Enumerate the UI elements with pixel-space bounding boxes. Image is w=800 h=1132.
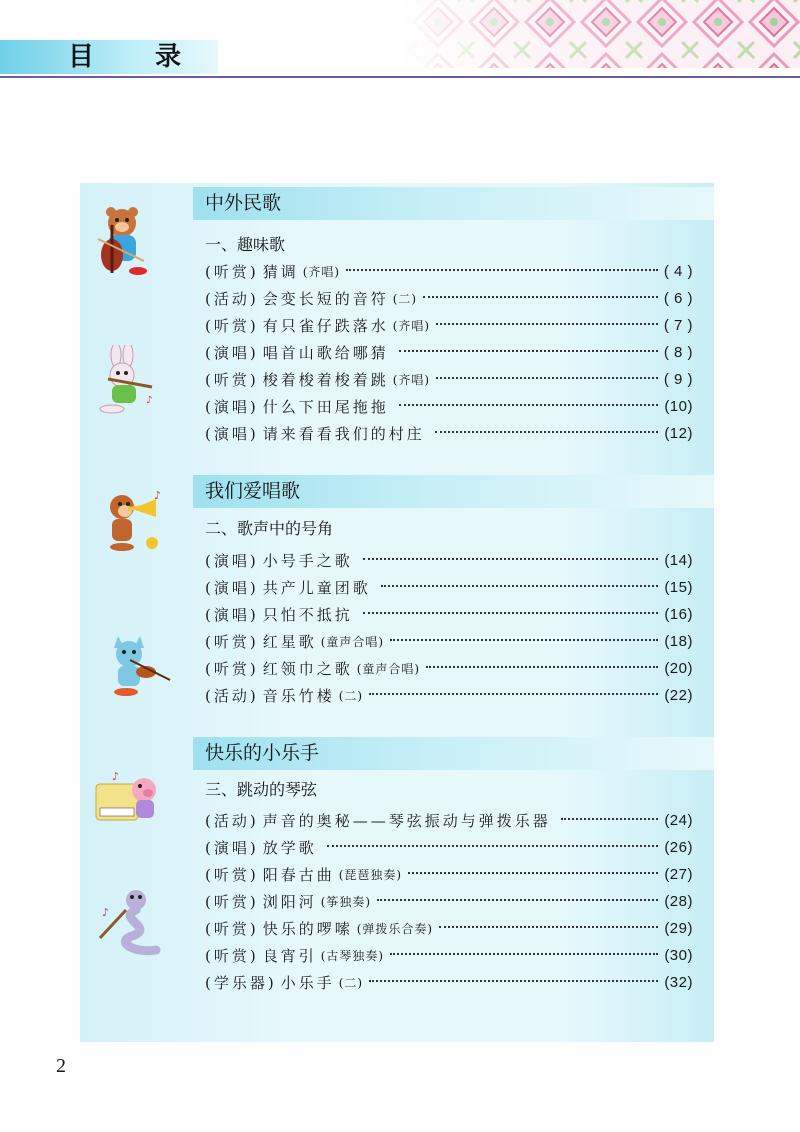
subsection-title-2: 二、歌声中的号角: [205, 519, 334, 538]
toc-entry[interactable]: [205, 286, 693, 310]
section-title-3: 快乐的小乐手: [205, 742, 320, 764]
entry-type: (听赏): [205, 262, 259, 281]
entry-type: (听赏): [205, 865, 259, 884]
toc-entry[interactable]: [205, 575, 693, 599]
entry-title: 共产儿童团歌: [262, 578, 371, 597]
dot-leader: [381, 585, 659, 587]
entry-page: ( 6 ): [663, 289, 693, 307]
entry-note: (琵琶独奏): [338, 867, 403, 882]
toc-entry[interactable]: [205, 548, 693, 572]
svg-text:♪: ♪: [154, 489, 162, 502]
dot-leader: [408, 872, 658, 874]
entry-type: (听赏): [205, 946, 259, 965]
entry-type: (演唱): [205, 424, 259, 443]
svg-text:♪: ♪: [102, 906, 110, 919]
entry-page: (14): [664, 551, 693, 569]
entry-page: (30): [664, 946, 693, 964]
entry-page: (16): [664, 605, 693, 623]
entry-type: (听赏): [205, 316, 259, 335]
entry-type: (听赏): [205, 919, 259, 938]
toc-entry[interactable]: [205, 889, 693, 913]
toc-entry[interactable]: [205, 313, 693, 337]
entry-page: ( 9 ): [663, 370, 693, 388]
entry-note: (二): [338, 688, 364, 703]
monkey-trumpet-icon: [98, 487, 170, 563]
entry-page: (32): [664, 973, 693, 991]
entry-note: (二): [392, 291, 418, 306]
entry-type: (演唱): [205, 578, 259, 597]
entry-type: (演唱): [205, 605, 259, 624]
toc-entry[interactable]: [205, 808, 693, 832]
dot-leader: [439, 926, 658, 928]
entry-note: (弹拨乐合奏): [356, 921, 434, 936]
dot-leader: [377, 899, 658, 901]
entry-type: (学乐器): [205, 973, 277, 992]
entry-type: (演唱): [205, 343, 259, 362]
entry-page: ( 7 ): [663, 316, 693, 334]
dot-leader: [369, 693, 658, 695]
toc-entry[interactable]: [205, 862, 693, 886]
dot-leader: [363, 558, 659, 560]
entry-page: (28): [664, 892, 693, 910]
entry-title: 梭着梭着梭着跳: [262, 370, 389, 389]
rabbit-flute-icon: [90, 345, 166, 421]
toc-entry[interactable]: [205, 421, 693, 445]
dot-leader: [369, 980, 658, 982]
entry-title: 阳春古曲: [262, 865, 335, 884]
dot-leader: [435, 431, 659, 433]
entry-title: 良宵引: [262, 946, 317, 965]
entry-note: (齐唱): [302, 264, 341, 279]
entry-title: 会变长短的音符: [262, 289, 389, 308]
entry-title: 红星歌: [262, 632, 317, 651]
entry-type: (听赏): [205, 892, 259, 911]
entry-note: (二): [338, 975, 364, 990]
entry-page: (22): [664, 686, 693, 704]
dot-leader: [426, 666, 658, 668]
entry-type: (演唱): [205, 551, 259, 570]
snake-flute-icon: [96, 888, 168, 964]
entry-page: ( 4 ): [663, 262, 693, 280]
bear-cello-icon: [92, 205, 154, 281]
dot-leader: [390, 639, 658, 641]
entry-page: (24): [664, 811, 693, 829]
toc-entry[interactable]: [205, 835, 693, 859]
entry-title: 请来看看我们的村庄: [262, 424, 425, 443]
dot-leader: [561, 818, 659, 820]
entry-title: 有只雀仔跌落水: [262, 316, 389, 335]
dot-leader: [436, 377, 658, 379]
header-divider: [0, 76, 800, 78]
entry-page: (26): [664, 838, 693, 856]
section-title-2: 我们爱唱歌: [205, 480, 301, 502]
toc-entry[interactable]: [205, 394, 693, 418]
toc-entry[interactable]: [205, 916, 693, 940]
entry-title: 音乐竹楼: [262, 686, 335, 705]
toc-entry[interactable]: [205, 340, 693, 364]
entry-page: (27): [664, 865, 693, 883]
page-title: 目 录: [68, 42, 208, 72]
toc-entry[interactable]: [205, 367, 693, 391]
svg-text:♪: ♪: [146, 395, 153, 406]
entry-title: 放学歌: [262, 838, 317, 857]
entry-title: 浏阳河: [262, 892, 317, 911]
entry-type: (演唱): [205, 838, 259, 857]
entry-page: ( 8 ): [663, 343, 693, 361]
entry-page: (15): [664, 578, 693, 596]
entry-title: 小乐手: [280, 973, 335, 992]
dot-leader: [363, 612, 659, 614]
entry-type: (听赏): [205, 370, 259, 389]
entry-title: 只怕不抵抗: [262, 605, 353, 624]
entry-title: 红领巾之歌: [262, 659, 353, 678]
section-title-1: 中外民歌: [205, 192, 282, 214]
entry-title: 快乐的啰嗦: [262, 919, 353, 938]
header-ethnic-pattern: [400, 0, 800, 68]
entry-note: (筝独奏): [320, 894, 372, 909]
entry-type: (听赏): [205, 659, 259, 678]
toc-entry[interactable]: [205, 656, 693, 680]
entry-title: 猜调: [262, 262, 299, 281]
entry-type: (听赏): [205, 632, 259, 651]
entry-title: 声音的奥秘——琴弦振动与弹拨乐器: [262, 811, 551, 830]
entry-note: (齐唱): [392, 372, 431, 387]
pig-piano-icon: [92, 768, 168, 832]
cat-violin-icon: [100, 630, 176, 706]
svg-text:♪: ♪: [112, 770, 120, 783]
page-number: 2: [56, 1055, 66, 1077]
entry-type: (演唱): [205, 397, 259, 416]
toc-entry[interactable]: [205, 943, 693, 967]
subsection-title-1: 一、趣味歌: [205, 235, 286, 254]
toc-entry[interactable]: [205, 683, 693, 707]
entry-title: 小号手之歌: [262, 551, 353, 570]
entry-note: (童声合唱): [356, 661, 421, 676]
toc-entry[interactable]: [205, 629, 693, 653]
dot-leader: [346, 269, 658, 271]
toc-entry[interactable]: [205, 970, 693, 994]
entry-title: 唱首山歌给哪猜: [262, 343, 389, 362]
subsection-title-3: 三、跳动的琴弦: [205, 780, 318, 799]
entry-page: (12): [664, 424, 693, 442]
toc-entry[interactable]: [205, 602, 693, 626]
entry-page: (20): [664, 659, 693, 677]
entry-title: 什么下田尾拖拖: [262, 397, 389, 416]
entry-type: (活动): [205, 811, 259, 830]
entry-page: (18): [664, 632, 693, 650]
dot-leader: [390, 953, 658, 955]
entry-note: (童声合唱): [320, 634, 385, 649]
entry-type: (活动): [205, 686, 259, 705]
entry-page: (29): [664, 919, 693, 937]
dot-leader: [423, 296, 658, 298]
dot-leader: [399, 404, 659, 406]
entry-note: (齐唱): [392, 318, 431, 333]
dot-leader: [436, 323, 658, 325]
entry-type: (活动): [205, 289, 259, 308]
toc-entry[interactable]: [205, 259, 693, 283]
entry-note: (古琴独奏): [320, 948, 385, 963]
dot-leader: [327, 845, 659, 847]
entry-page: (10): [664, 397, 693, 415]
dot-leader: [399, 350, 658, 352]
